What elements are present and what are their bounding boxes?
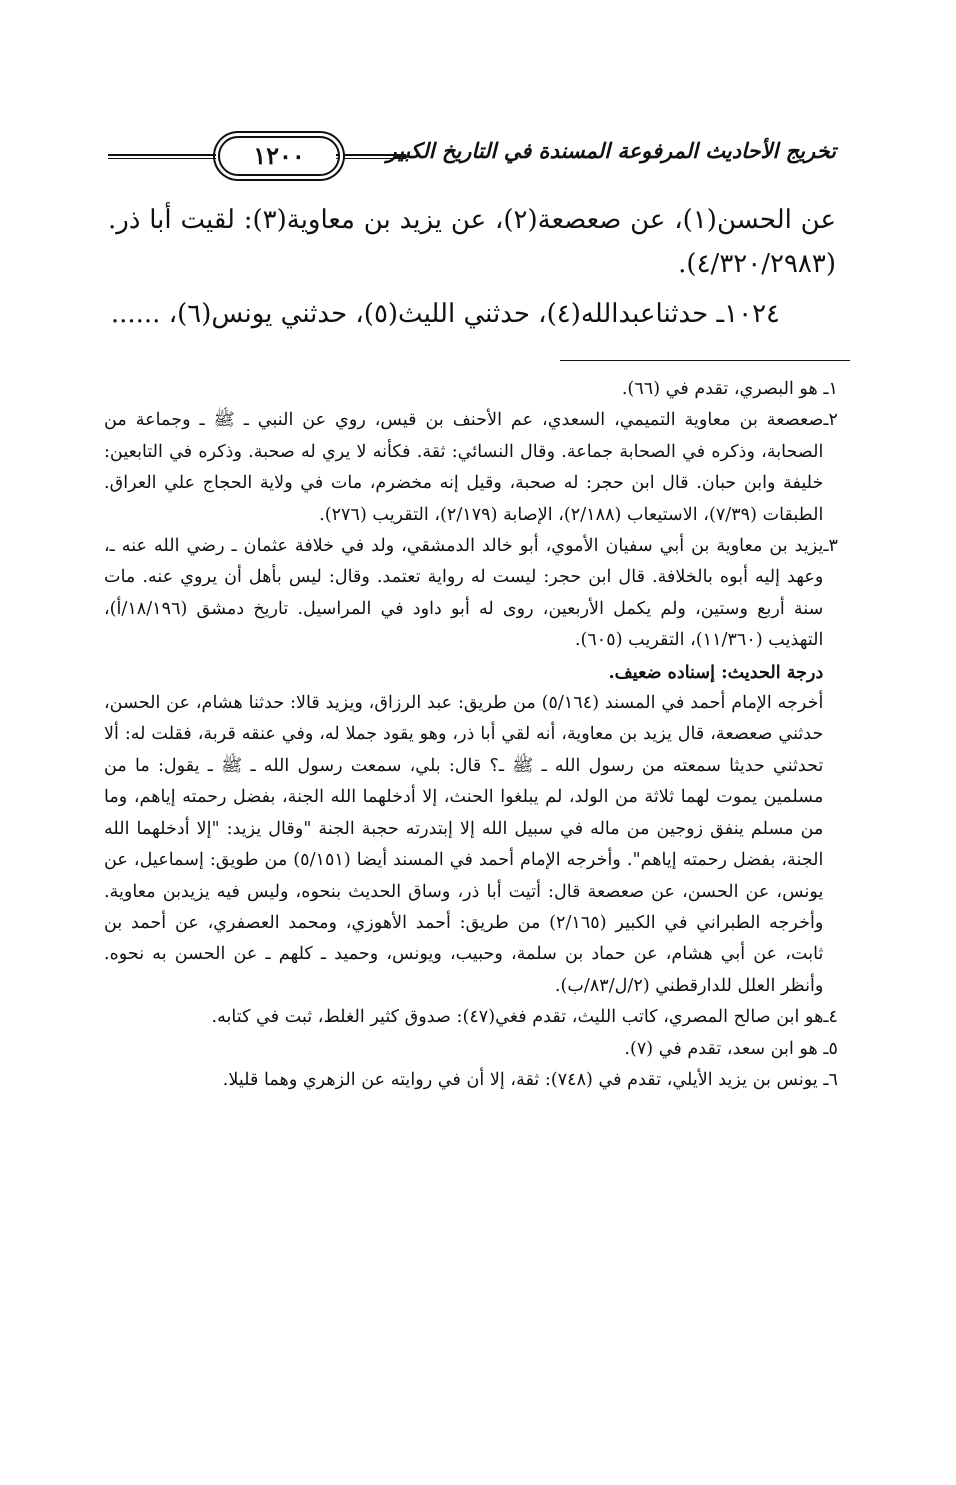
running-header [108, 132, 836, 182]
book-title: تخريج الأحاديث المرفوعة المسندة في التاريخ الكبير [386, 138, 836, 163]
footnote-3-text: يزيد بن معاوية بن أبي سفيان الأموي، أبو خالد الدمشقي، ولد في خلافة عثمان ـ رضي الله عنه ـ، وعهد إليه أبوه بالخلافة. قال ابن حجر: ليست له رواية تعتمد. وقال: ليس بأهل أن يروي عنه. مات سنة أربع وستين، ولم يكمل الأربعين، روى له أبو داود في المراسيل. تاريخ دمشق (١٨/١٩٦/أ)، التهذيب (١١/٣٦٠)، التقريب (٦٠٥). [104, 536, 824, 651]
footnote-separator [560, 360, 850, 361]
footnote-3 [104, 531, 838, 1002]
footnote-1: ١ـ هو البصري، تقدم في (٦٦). [621, 379, 838, 399]
footnotes [104, 374, 838, 1096]
main-text [108, 198, 836, 342]
footnote-6: ٦ـ يونس بن يزيد الأيلي، تقدم في (٧٤٨): ثقة، إلا أن في روايته عن الزهري وهما قليلا. [222, 1069, 838, 1090]
footnote-2-number: ٢ـ [823, 410, 838, 431]
footnote-5: ٥ـ هو ابن سعد، تقدم في (٧). [624, 1038, 838, 1059]
main-paragraph-1: عن الحسن(١)، عن صعصعة(٢)، عن يزيد بن معاوية(٣): لقيت أبا ذر. (٤/٣٢٠/٢٩٨٣). [108, 205, 836, 279]
footnote-2 [104, 405, 838, 531]
footnote-2-text: صعصعة بن معاوية التميمي، السعدي، عم الأحنف بن قيس، روي عن النبي ـ ﷺ ـ وجماعة من الصحابة، وذكره في الصحابة جماعة. وقال النسائي: ثقة. فكأنه لا يري له صحبة. وذكره في التابعين: خليفة وابن حبان. قال ابن حجر: له صحبة، وقيل إنه مخضرم، مات في ولاية الحجاج علي العراق. الطبقات (٧/٣٩)، الاستيعاب (٢/١٨٨)، الإصابة (٢/١٧٩)، التقريب (٢٧٦). [104, 410, 824, 525]
hadith-1024: ١٠٢٤ـ حدثناعبدالله(٤)، حدثني الليث(٥)، حدثني يونس(٦)، ...... [110, 299, 780, 329]
hadith-grade: درجة الحديث: إسناده ضعيف. [608, 661, 824, 683]
footnote-3-number: ٣ـ [823, 536, 838, 557]
footnote-4-number: ٤ـ [823, 1007, 838, 1028]
takhrij-text: أخرجه الإمام أحمد في المسند (٥/١٦٤) من طريق: عبد الرزاق، ويزيد قالا: حدثنا هشام، عن الحسن، حدثني صعصعة، قال يزيد بن معاوية، أنه لقي أبا ذر، وهو يقود جملا له، وفي عنقه قربة، فقلت له: ألا تحدثني حديثا سمعته من رسول الله ـ ﷺ ـ؟ قال: بلي، سمعت رسول الله ـ ﷺ ـ يقول: ما من مسلمين يموت لهما ثلاثة من الولد، لم يبلغوا الحنث، إلا أدخلهما الله الجنة، بفضل رحمته إياهم، وما من مسلم ينفق زوجين من ماله في سبيل الله إلا إبتدرته حجبة الجنة "وقال يزيد: "إلا أدخلهما الله الجنة، بفضل رحمته إياهم". وأخرجه الإمام أحمد في المسند أيضا (٥/١٥١) من طويق: إسماعيل، عن يونس، عن الحسن، عن صعصعة قال: أتيت أبا ذر، وساق الحديث بنحوه، وليس فيه يزيدبن معاوية. وأخرجه الطبراني في الكبير (٢/١٦٥) من طريق: أحمد الأهوزي، ومحمد العصفري، عن أحمد بن ثابت، عن أبي هشام، عن حماد بن سلمة، وحبيب، ويونس، وحميد ـ كلهم ـ عن الحسن به نحوه. وأنظر العلل للدارقطني (٢/ل/٨٣/ب). [104, 693, 824, 996]
footnote-4 [104, 1002, 838, 1033]
footnote-4-text: هو ابن صالح المصري، كاتب الليث، تقدم فغي(٤٧): صدوق كثير الغلط، ثبت في كتابه. [211, 1007, 824, 1028]
footnote-3-body [104, 531, 823, 1002]
header-rule-left [108, 154, 216, 159]
page-number-badge: ١٢٠٠ [218, 136, 340, 176]
